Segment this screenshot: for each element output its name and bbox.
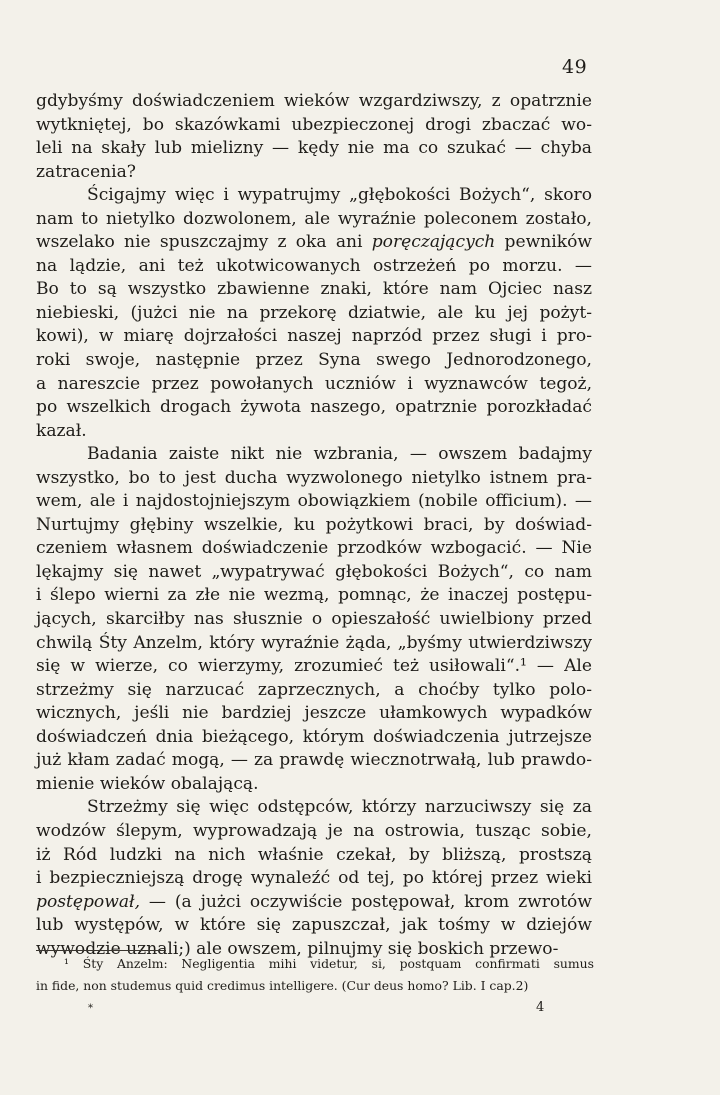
text-line: i ślepo wierni za złe nie wezmą, pomnąc, że inaczej postępu-	[36, 585, 592, 606]
text-line: lękajmy się nawet „wypatrywać głębokości Bożych“, co nam	[36, 561, 592, 582]
paragraph	[36, 443, 592, 796]
page-number: 49	[562, 56, 588, 78]
text-line: iż Ród ludzki na nich właśnie czekał, by bliższą, prostszą	[36, 844, 592, 865]
text-line: Bo to są wszystko zbawienne znaki, które nam Ojciec nasz	[36, 279, 592, 300]
text-line: Ścigajmy więc i wypatrujmy „głębokości Bożych“, skoro	[87, 185, 592, 206]
footnote-star-marker: *	[88, 1003, 93, 1014]
text-line: wytkniętej, bo skazówkami ubezpieczonej drogi zbaczać wo-	[36, 114, 592, 135]
text-line: zatracenia?	[36, 161, 136, 182]
text-line: wem, ale i najdostojniejszym obowiązkiem (nobile officium). —	[36, 491, 592, 512]
text-line: czeniem własnem doświadczenie przodków wzbogacić. — Nie	[36, 538, 592, 559]
text-line: Badania zaiste nikt nie wzbrania, — owszem badajmy	[87, 444, 592, 465]
text-line: wicznych, jeśli nie bardziej jeszcze ułamkowych wypadków	[36, 703, 592, 724]
text-line: i bezpieczniejszą drogę wynaleźć od tej, po której przez wieki	[36, 868, 592, 889]
text-line: lub występów, w które się zapuszczał, jak tośmy w dziejów	[36, 915, 592, 936]
paragraph	[36, 184, 592, 443]
text-line: jących, skarciłby nas słusznie o opieszałość uwielbiony przed	[36, 609, 592, 630]
text-line: postępował, — (a jużci oczywiście postępował, krom zwrotów	[36, 891, 592, 912]
text-line: wszystko, bo to jest ducha wyzwolonego nietylko istnem pra-	[36, 467, 592, 488]
text-line: leli na skały lub mielizny — kędy nie ma co szukać — chyba	[36, 138, 592, 159]
text-line: wywodzie uznali;) ale owszem, pilnujmy się boskich przewo-	[36, 938, 559, 959]
text-line: kazał.	[36, 420, 87, 441]
paragraph	[36, 90, 592, 184]
text-line: doświadczeń dnia bieżącego, którym doświadczenia jutrzejsze	[36, 726, 592, 747]
text-line: wszelako nie spuszczajmy z oka ani poręczających pewników	[36, 232, 592, 253]
text-line: roki swoje, następnie przez Syna swego Jednorodzonego,	[36, 350, 592, 371]
text-line: wodzów ślepym, wyprowadzają je na ostrowia, tusząc sobie,	[36, 820, 592, 841]
body-text	[36, 90, 592, 961]
footnote-rule	[36, 950, 166, 951]
printer-signature-mark: 4	[536, 1000, 545, 1015]
italic-phrase: postępował,	[36, 891, 141, 912]
text-line: nam to nietylko dozwolonem, ale wyraźnie poleconem zostało,	[36, 208, 592, 229]
text-line: niebieski, (jużci nie na przekorę dziatwie, ale ku jej pożyt-	[36, 302, 592, 323]
text-line: strzeżmy się narzucać zaprzecznych, a choćby tylko polo-	[36, 679, 592, 700]
footnote-line: in fide, non studemus quid credimus intelligere. (Cur deus homo? Lib. I cap.2)	[36, 978, 529, 993]
text-line: mienie wieków obalającą.	[36, 773, 259, 794]
text-line: na lądzie, ani też ukotwicowanych ostrzeżeń po morzu. —	[36, 255, 592, 276]
text-line: się w wierze, co wierzymy, zrozumieć też usiłowali“.¹ — Ale	[36, 656, 592, 677]
paragraph	[36, 796, 592, 961]
text-line: Strzeżmy się więc odstępców, którzy narzuciwszy się za	[87, 797, 592, 818]
text-line: a nareszcie przez powołanych uczniów i wyznawców tegoż,	[36, 373, 592, 394]
text-line: gdybyśmy doświadczeniem wieków wzgardziwszy, z opatrznie	[36, 91, 592, 111]
text-line: po wszelkich drogach żywota naszego, opatrznie porozkładać	[36, 397, 592, 418]
text-line: już kłam zadać mogą, — za prawdę wiecznotrwałą, lub prawdo-	[36, 750, 592, 771]
text-line: chwilą Śty Anzelm, który wyraźnie żąda, „byśmy utwierdziwszy	[36, 632, 592, 653]
italic-phrase: poręczających	[371, 232, 496, 253]
footnote-line: ¹ Śty Anzelm: Negligentia mihi videtur, si, postquam confirmati sumus	[64, 956, 594, 971]
text-line: kowi), w miarę dojrzałości naszej naprzód przez sługi i pro-	[36, 326, 592, 347]
footnote	[36, 953, 594, 997]
text-line: Nurtujmy głębiny wszelkie, ku pożytkowi braci, by doświad-	[36, 514, 592, 535]
